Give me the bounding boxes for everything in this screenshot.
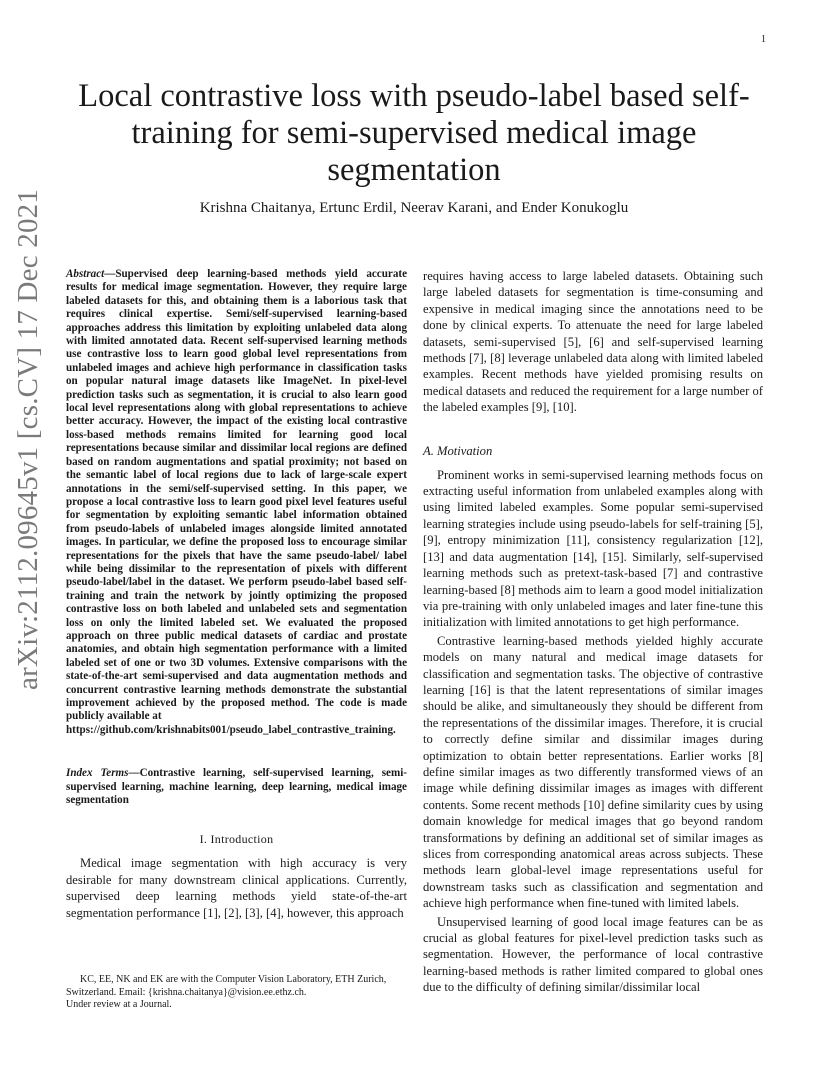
introduction-paragraph: Medical image segmentation with high accuracy is very desirable for many downstream clinical applications. Currently, supervised deep learning methods yield state-of-the-art segmentation performance [1], [2], [3], [4], however, this approach [66, 856, 407, 920]
abstract-text: Supervised deep learning-based methods yield accurate results for medical image segmentation. However, they require large labeled datasets for this, and obtaining them is a laborious task that requires clinical expertise. Semi/self-supervised learning-based approaches address this limitation by exploiting unlabeled data along with limited annotated data. Recent self-supervised learning methods use contrastive loss to learn good global level representations from unlabeled images and achieve high performance in classification tasks on popular natural image datasets like ImageNet. In pixel-level prediction tasks such as segmentation, it is crucial to also learn good local level representations along with global representations to achieve better accuracy. However, the impact of the existing local contrastive loss-based methods remains limited for learning good local representations because similar and dissimilar local regions are defined based on random augmentations and spatial proximity; not based on the semantic label of local regions due to lack of large-scale expert annotations in the semi/self-supervised setting. In this paper, we propose a local contrastive loss to learn good pixel level features useful for segmentation by exploiting semantic label information obtained from pseudo-labels of unlabeled images alongside limited annotated images. In particular, we define the proposed loss to encourage similar representations for the pixels that have the same pseudo-label/ label while being dissimilar to the representation of pixels with different pseudo-label/label in the dataset. We perform pseudo-label based self-training and train the network by jointly optimizing the proposed contrastive loss on both labeled and unlabeled sets and segmentation loss on only the limited labeled set. We evaluated the proposed approach on three public medical datasets of cardiac and prostate anatomies, and obtain high segmentation performance with a limited labeled set of one or two 3D volumes. Extensive comparisons with the state-of-the-art semi-supervised and data augmentation methods and concurrent contrastive learning methods demonstrate the substantial improvement achieved by the proposed method. The code is made publicly available at [66, 268, 407, 723]
paper-title: Local contrastive loss with pseudo-label based self-training for semi-supervised medical image segmentation [78, 78, 750, 188]
abstract-dash: — [104, 268, 116, 280]
motivation-paragraph-1: Prominent works in semi-supervised learning methods focus on extracting useful information from unlabeled examples along with using limited labeled examples. Some popular semi-supervised learning strategies include using pseudo-labels for self-training [5], [9], entropy minimization [11], consistency regularization [12], [13] and data augmentation [14], [15]. Similarly, self-supervised learning methods such as pretext-task-based [7] and contrastive learning-based [8] methods aim to learn a good model initialization via pre-training with only unlabeled images and later fine-tune this initialization with limited annotations to get high performance. [423, 467, 763, 630]
left-column [66, 268, 407, 921]
code-link[interactable]: https://github.com/krishnabits001/pseudo_label_contrastive_training. [66, 723, 396, 736]
motivation-heading: A. Motivation [423, 443, 493, 458]
footnote-affiliation: KC, EE, NK and EK are with the Computer Vision Laboratory, ETH Zurich, Switzerland. Email: {krishna.chaitanya}@vision.ee.ethz.ch. [66, 974, 387, 998]
right-column [423, 268, 763, 996]
abstract [66, 268, 407, 737]
motivation-paragraph-2: Contrastive learning-based methods yielded highly accurate models on many natural and medical image datasets for classification and segmentation tasks. The objective of contrastive learning [16] is that the latent representations of similar images should be alike, and simultaneously they should be different from the representations of the dissimilar images. Therefore, it is crucial to correctly define similar and dissimilar images during optimization to obtain better representations. Earlier works [8] define similar images as two differently transformed views of an image while defining dissimilar images as images with different contents. Some recent methods [10] define similarity cues by using domain knowledge for medical images that go beyond random transformations by defining an additional set of similar images as slices from corresponding anatomical areas across subjects. These methods learn global-level image representations useful for downstream tasks such as classification and segmentation and achieve high performance when fine-tuned with limited labels. [423, 633, 763, 911]
index-terms-dash: — [128, 767, 140, 780]
introduction-heading: I. Introduction [199, 832, 274, 847]
arxiv-side-stamp: arXiv:2112.09645v1 [cs.CV] 17 Dec 2021 [12, 188, 44, 690]
index-terms-text: Contrastive learning, self-supervised learning, semi-supervised learning, machine learning, deep learning, medical image segmentation [66, 767, 407, 807]
footnote [66, 974, 407, 1012]
page-number: 1 [761, 34, 766, 45]
introduction-paragraph-continued: requires having access to large labeled datasets. Obtaining such large labeled datasets for segmentation is time-consuming and expensive in medical imaging since the annotations need to be done by clinical experts. To attenuate the need for large labeled datasets, semi-supervised [5], [6] and self-supervised learning methods [7], [8] leverage unlabeled data along with limited labeled examples. Recent methods have yielded promising results on medical datasets and reduced the requirement for a large number of the labeled examples [9], [10]. [423, 269, 763, 415]
motivation-paragraph-3: Unsupervised learning of good local image features can be as crucial as global features for pixel-level prediction tasks such as segmentation. However, the performance of local contrastive learning-based methods is rather limited compared to global ones due to the difficulty of defining similar/dissimilar local [423, 914, 763, 995]
paper-authors: Krishna Chaitanya, Ertunc Erdil, Neerav Karani, and Ender Konukoglu [199, 200, 629, 216]
abstract-lead: Abstract [66, 268, 105, 280]
index-terms [66, 767, 407, 807]
footnote-review-status: Under review at a Journal. [66, 999, 172, 1011]
index-terms-lead: Index Terms [66, 767, 129, 780]
